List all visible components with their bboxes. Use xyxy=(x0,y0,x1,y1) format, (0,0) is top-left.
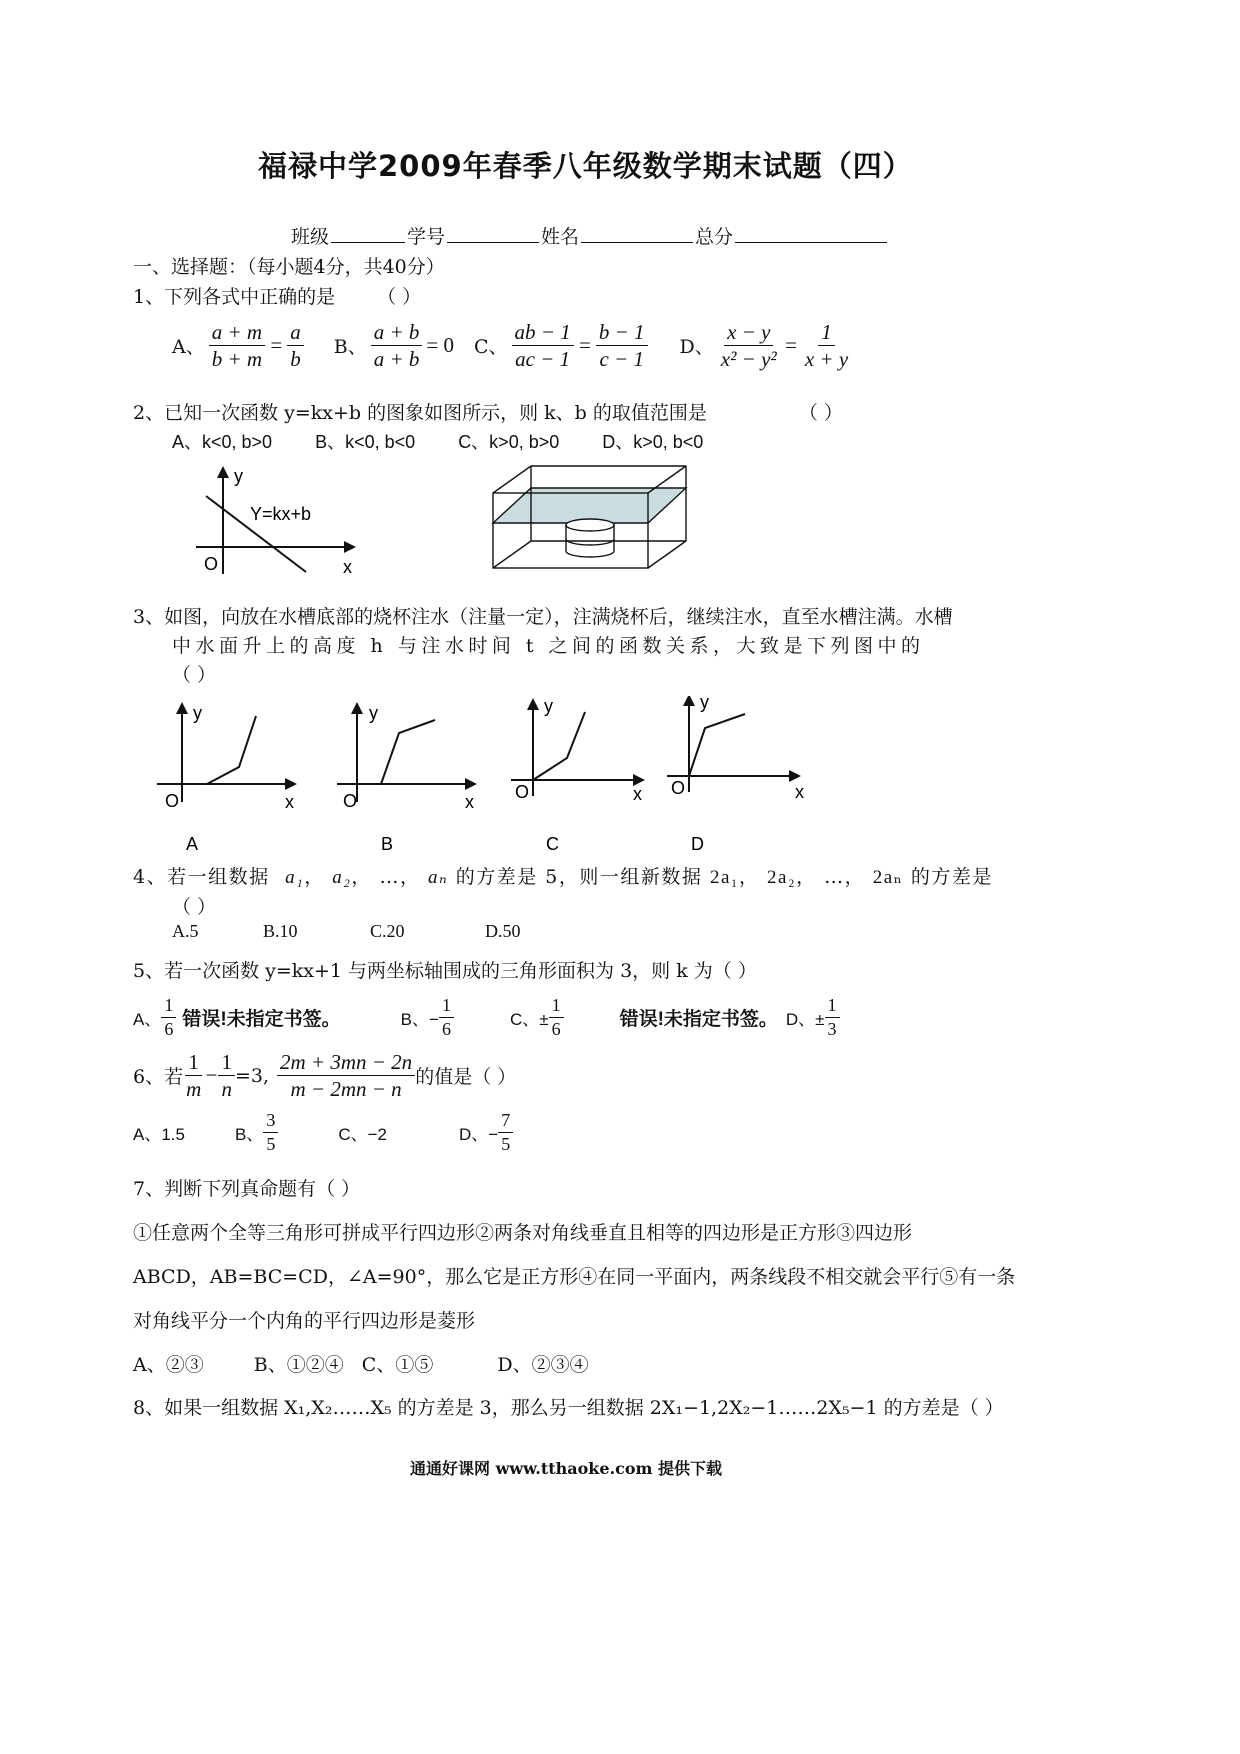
graph-b-curve xyxy=(381,720,435,784)
question-5-stem: 5、若一次函数 y=kx+1 与两坐标轴围成的三角形面积为 3，则 k 为（ ） xyxy=(133,960,757,982)
q2-option-b: B、k<0, b<0 xyxy=(315,432,416,452)
denominator: 5 xyxy=(266,1133,276,1154)
q1-option-b xyxy=(334,320,454,371)
graph-a xyxy=(157,702,297,854)
denominator: b + m xyxy=(211,347,263,372)
tank-edge xyxy=(648,541,686,568)
y-label: y xyxy=(369,703,378,723)
fraction xyxy=(498,1110,513,1154)
numerator: 3 xyxy=(263,1110,278,1133)
q2-answer-paren: （ ） xyxy=(798,402,843,424)
denominator: n xyxy=(221,1077,232,1102)
var: a₂ xyxy=(332,867,352,888)
beaker-water-line xyxy=(566,539,614,545)
question-8-stem: 8、如果一组数据 X₁,X₂……X₅ 的方差是 3，那么另一组数据 2X₁−1,2X₂−1……2X₅−1 的方差是（ ） xyxy=(133,1397,1004,1419)
fraction xyxy=(277,1050,415,1101)
denominator: ac − 1 xyxy=(515,347,571,372)
numerator: ab − 1 xyxy=(512,320,574,346)
numerator: 1 xyxy=(549,995,564,1018)
var: a₁ xyxy=(285,867,305,888)
x-label: x xyxy=(633,784,642,804)
option-label: C、 xyxy=(473,336,508,359)
question-1-stem xyxy=(133,282,421,309)
tank-hidden-edge xyxy=(493,541,531,568)
y-axis-arrow xyxy=(176,702,188,714)
numerator: 1 xyxy=(185,1050,202,1076)
class-label: 班级 xyxy=(291,226,330,248)
id-blank[interactable] xyxy=(447,224,539,243)
denominator: 6 xyxy=(441,1018,451,1039)
question-6-options xyxy=(133,1110,513,1154)
question-7-stem: 7、判断下列真命题有（ ） xyxy=(133,1178,361,1200)
q4-option-d: D.50 xyxy=(485,921,521,941)
numerator: 1 xyxy=(825,995,840,1018)
class-blank[interactable] xyxy=(331,224,405,243)
q5-option-c-label: C、± xyxy=(509,1009,549,1029)
q6-option-b-label: B、 xyxy=(234,1124,264,1144)
score-blank[interactable] xyxy=(735,224,887,243)
question-2-stem xyxy=(133,398,843,425)
graph-c xyxy=(511,696,645,854)
water-tank-figure xyxy=(490,463,690,573)
origin-label: O xyxy=(343,791,358,811)
denominator: 6 xyxy=(164,1018,174,1039)
var: 2a₂ xyxy=(767,867,797,888)
denominator: c − 1 xyxy=(599,347,644,372)
fraction xyxy=(596,320,648,371)
numerator: 1 xyxy=(818,320,835,346)
question-4-options xyxy=(172,921,521,942)
q5-option-d-label: D、± xyxy=(785,1009,825,1029)
x-label: x xyxy=(795,782,804,802)
q3-answer-paren: （ ） xyxy=(172,664,217,686)
fraction xyxy=(549,995,564,1039)
rhs: = 0 xyxy=(426,333,454,358)
beaker-top xyxy=(566,519,614,531)
denominator: m − 2mn − n xyxy=(290,1077,402,1102)
x-axis-arrow xyxy=(465,778,477,790)
question-4-stem: 4、若一组数据 a₁， a₂， …， aₙ 的方差是 5，则一组新数据 2a₁， 2a₂， …， 2aₙ 的方差是 xyxy=(133,866,993,888)
numerator: 1 xyxy=(439,995,454,1018)
denominator: x² − y² xyxy=(720,347,777,372)
y-axis-arrow xyxy=(217,466,229,478)
id-label: 学号 xyxy=(407,226,446,248)
var: 2aₙ xyxy=(872,867,904,888)
q2-option-c: C、k>0, b>0 xyxy=(458,432,560,452)
graph-d xyxy=(667,696,804,854)
y-label: y xyxy=(700,696,709,712)
q1-option-c xyxy=(474,320,648,371)
option-label: A、 xyxy=(172,336,205,359)
error-text: 错误!未指定书签。 xyxy=(182,1008,341,1030)
q1-text: 1、下列各式中正确的是 xyxy=(133,286,336,308)
q6-text-pre: 6、若 xyxy=(133,1066,184,1089)
numerator: b − 1 xyxy=(596,320,648,346)
denominator: m xyxy=(186,1077,202,1102)
question-7-options xyxy=(133,1350,589,1377)
q4-option-a: A.5 xyxy=(172,921,199,941)
fraction xyxy=(802,320,851,371)
graph-b xyxy=(337,702,477,854)
q7-option-b: B、①②④ xyxy=(253,1354,344,1376)
equals-sign: = xyxy=(577,333,592,358)
q5-option-b-label: B、− xyxy=(400,1009,439,1029)
q7-option-c: C、①⑤ xyxy=(361,1354,434,1376)
q2-option-d: D、k>0, b<0 xyxy=(602,432,704,452)
x-axis-arrow xyxy=(344,541,356,553)
question-7-line3: 对角线平分一个内角的平行四边形是菱形 xyxy=(133,1310,476,1332)
option-label: D、 xyxy=(679,336,714,359)
graph-label-c: C xyxy=(546,834,559,854)
graph-a-curve xyxy=(207,716,256,784)
q4-text-c: 的方差是 xyxy=(910,866,993,888)
line-label: Y=kx+b xyxy=(250,504,312,524)
numerator: 2m + 3mn − 2n xyxy=(277,1050,415,1076)
q3-graphs xyxy=(155,696,855,866)
x-axis-arrow xyxy=(285,778,297,790)
page-title: 福禄中学2009年春季八年级数学期末试题（四） xyxy=(258,149,913,183)
q6-option-c: C、−2 xyxy=(338,1124,387,1144)
q4-option-c: C.20 xyxy=(370,921,405,941)
error-text: 错误!未指定书签。 xyxy=(619,1008,778,1030)
question-1-options xyxy=(172,320,851,371)
question-5-options xyxy=(133,995,840,1039)
var: … xyxy=(379,866,400,888)
q2-text: 2、已知一次函数 y=kx+b 的图象如图所示，则 k、b 的取值范围是 xyxy=(133,402,707,424)
fraction xyxy=(287,320,304,371)
graph-label-d: D xyxy=(691,834,704,854)
fraction xyxy=(371,320,423,371)
q2-linear-function-graph xyxy=(188,462,368,580)
equals-sign: = xyxy=(783,333,798,358)
fraction xyxy=(161,995,176,1039)
q6-equals: =3, xyxy=(234,1064,269,1087)
q4-text-a: 4、若一组数据 xyxy=(133,866,270,888)
q4-text-b: 的方差是 5，则一组新数据 xyxy=(455,866,703,888)
numerator: 1 xyxy=(218,1050,235,1076)
denominator: 3 xyxy=(827,1018,837,1039)
fraction xyxy=(718,320,780,371)
question-3-line1: 3、如图，向放在水槽底部的烧杯注水（注量一定），注满烧杯后，继续注水，直至水槽注满。水槽 xyxy=(133,606,953,628)
q1-option-d xyxy=(680,320,852,371)
denominator: 6 xyxy=(551,1018,561,1039)
numerator: x − y xyxy=(724,320,773,346)
y-label: y xyxy=(193,703,202,723)
graph-label-b: B xyxy=(381,834,394,854)
y-label: y xyxy=(234,466,243,486)
var: aₙ xyxy=(428,867,449,888)
q1-answer-paren: （ ） xyxy=(377,286,422,308)
graph-label-a: A xyxy=(186,834,199,854)
beaker-bottom xyxy=(566,551,614,557)
equals-sign: = xyxy=(269,333,284,358)
question-3-line2: 中水面升上的高度 h 与注水时间 t 之间的函数关系，大致是下列图中的 xyxy=(172,635,925,657)
x-label: x xyxy=(343,557,352,577)
graph-c-curve xyxy=(533,712,585,780)
name-blank[interactable] xyxy=(581,224,693,243)
fraction xyxy=(263,1110,278,1154)
q4-option-b: B.10 xyxy=(263,921,298,941)
origin-label: O xyxy=(671,778,686,798)
tank-edge xyxy=(493,466,531,493)
q1-option-a xyxy=(172,320,304,371)
graph-d-curve xyxy=(689,714,745,776)
option-label: B、 xyxy=(333,336,367,359)
q4-answer-paren: （ ） xyxy=(172,896,217,918)
fraction xyxy=(512,320,574,371)
fraction xyxy=(183,1050,204,1101)
q5-option-a-label: A、 xyxy=(133,1009,162,1029)
origin-label: O xyxy=(165,791,180,811)
var: … xyxy=(824,866,845,888)
question-7-line2: ABCD，AB=BC=CD，∠A=90°，那么它是正方形④在同一平面内，两条线段不相交就会平行⑤有一条 xyxy=(133,1266,1016,1288)
question-6-stem xyxy=(133,1050,516,1101)
x-label: x xyxy=(285,792,294,812)
minus-sign: − xyxy=(204,1063,219,1088)
y-axis-arrow xyxy=(683,696,695,706)
q7-option-a: A、②③ xyxy=(133,1354,204,1376)
fraction xyxy=(439,995,454,1039)
x-axis-arrow xyxy=(789,770,801,782)
question-7-line1: ①任意两个全等三角形可拼成平行四边形②两条对角线垂直且相等的四边形是正方形③四边形 xyxy=(133,1222,913,1244)
student-info-line xyxy=(291,222,889,249)
denominator: x + y xyxy=(804,347,849,372)
numerator: 1 xyxy=(161,995,176,1018)
var: 2a₁ xyxy=(709,867,739,888)
numerator: a + m xyxy=(209,320,265,346)
origin-label: O xyxy=(204,554,219,574)
fraction xyxy=(209,320,265,371)
numerator: a xyxy=(287,320,304,346)
y-axis-arrow xyxy=(527,698,539,710)
q2-option-a: A、k<0, b>0 xyxy=(172,432,273,452)
section-heading: 一、选择题：（每小题4分，共40分） xyxy=(133,256,445,278)
q6-option-a: A、1.5 xyxy=(133,1124,185,1144)
question-2-options xyxy=(172,428,703,454)
numerator: 7 xyxy=(498,1110,513,1133)
q6-text-post: 的值是（ ） xyxy=(415,1066,517,1089)
origin-label: O xyxy=(515,782,530,802)
q6-option-d-label: D、− xyxy=(459,1124,499,1144)
q7-option-d: D、②③④ xyxy=(497,1354,589,1376)
page-footer: 通通好课网 www.tthaoke.com 提供下载 xyxy=(410,1459,723,1478)
denominator: 5 xyxy=(501,1133,511,1154)
y-label: y xyxy=(544,696,553,716)
denominator: a + b xyxy=(373,347,420,372)
x-label: x xyxy=(465,792,474,812)
fraction xyxy=(825,995,840,1039)
fraction xyxy=(218,1050,235,1101)
y-axis-arrow xyxy=(351,702,363,714)
numerator: a + b xyxy=(371,320,423,346)
denominator: b xyxy=(290,347,301,372)
score-label: 总分 xyxy=(695,226,734,248)
name-label: 姓名 xyxy=(541,226,580,248)
